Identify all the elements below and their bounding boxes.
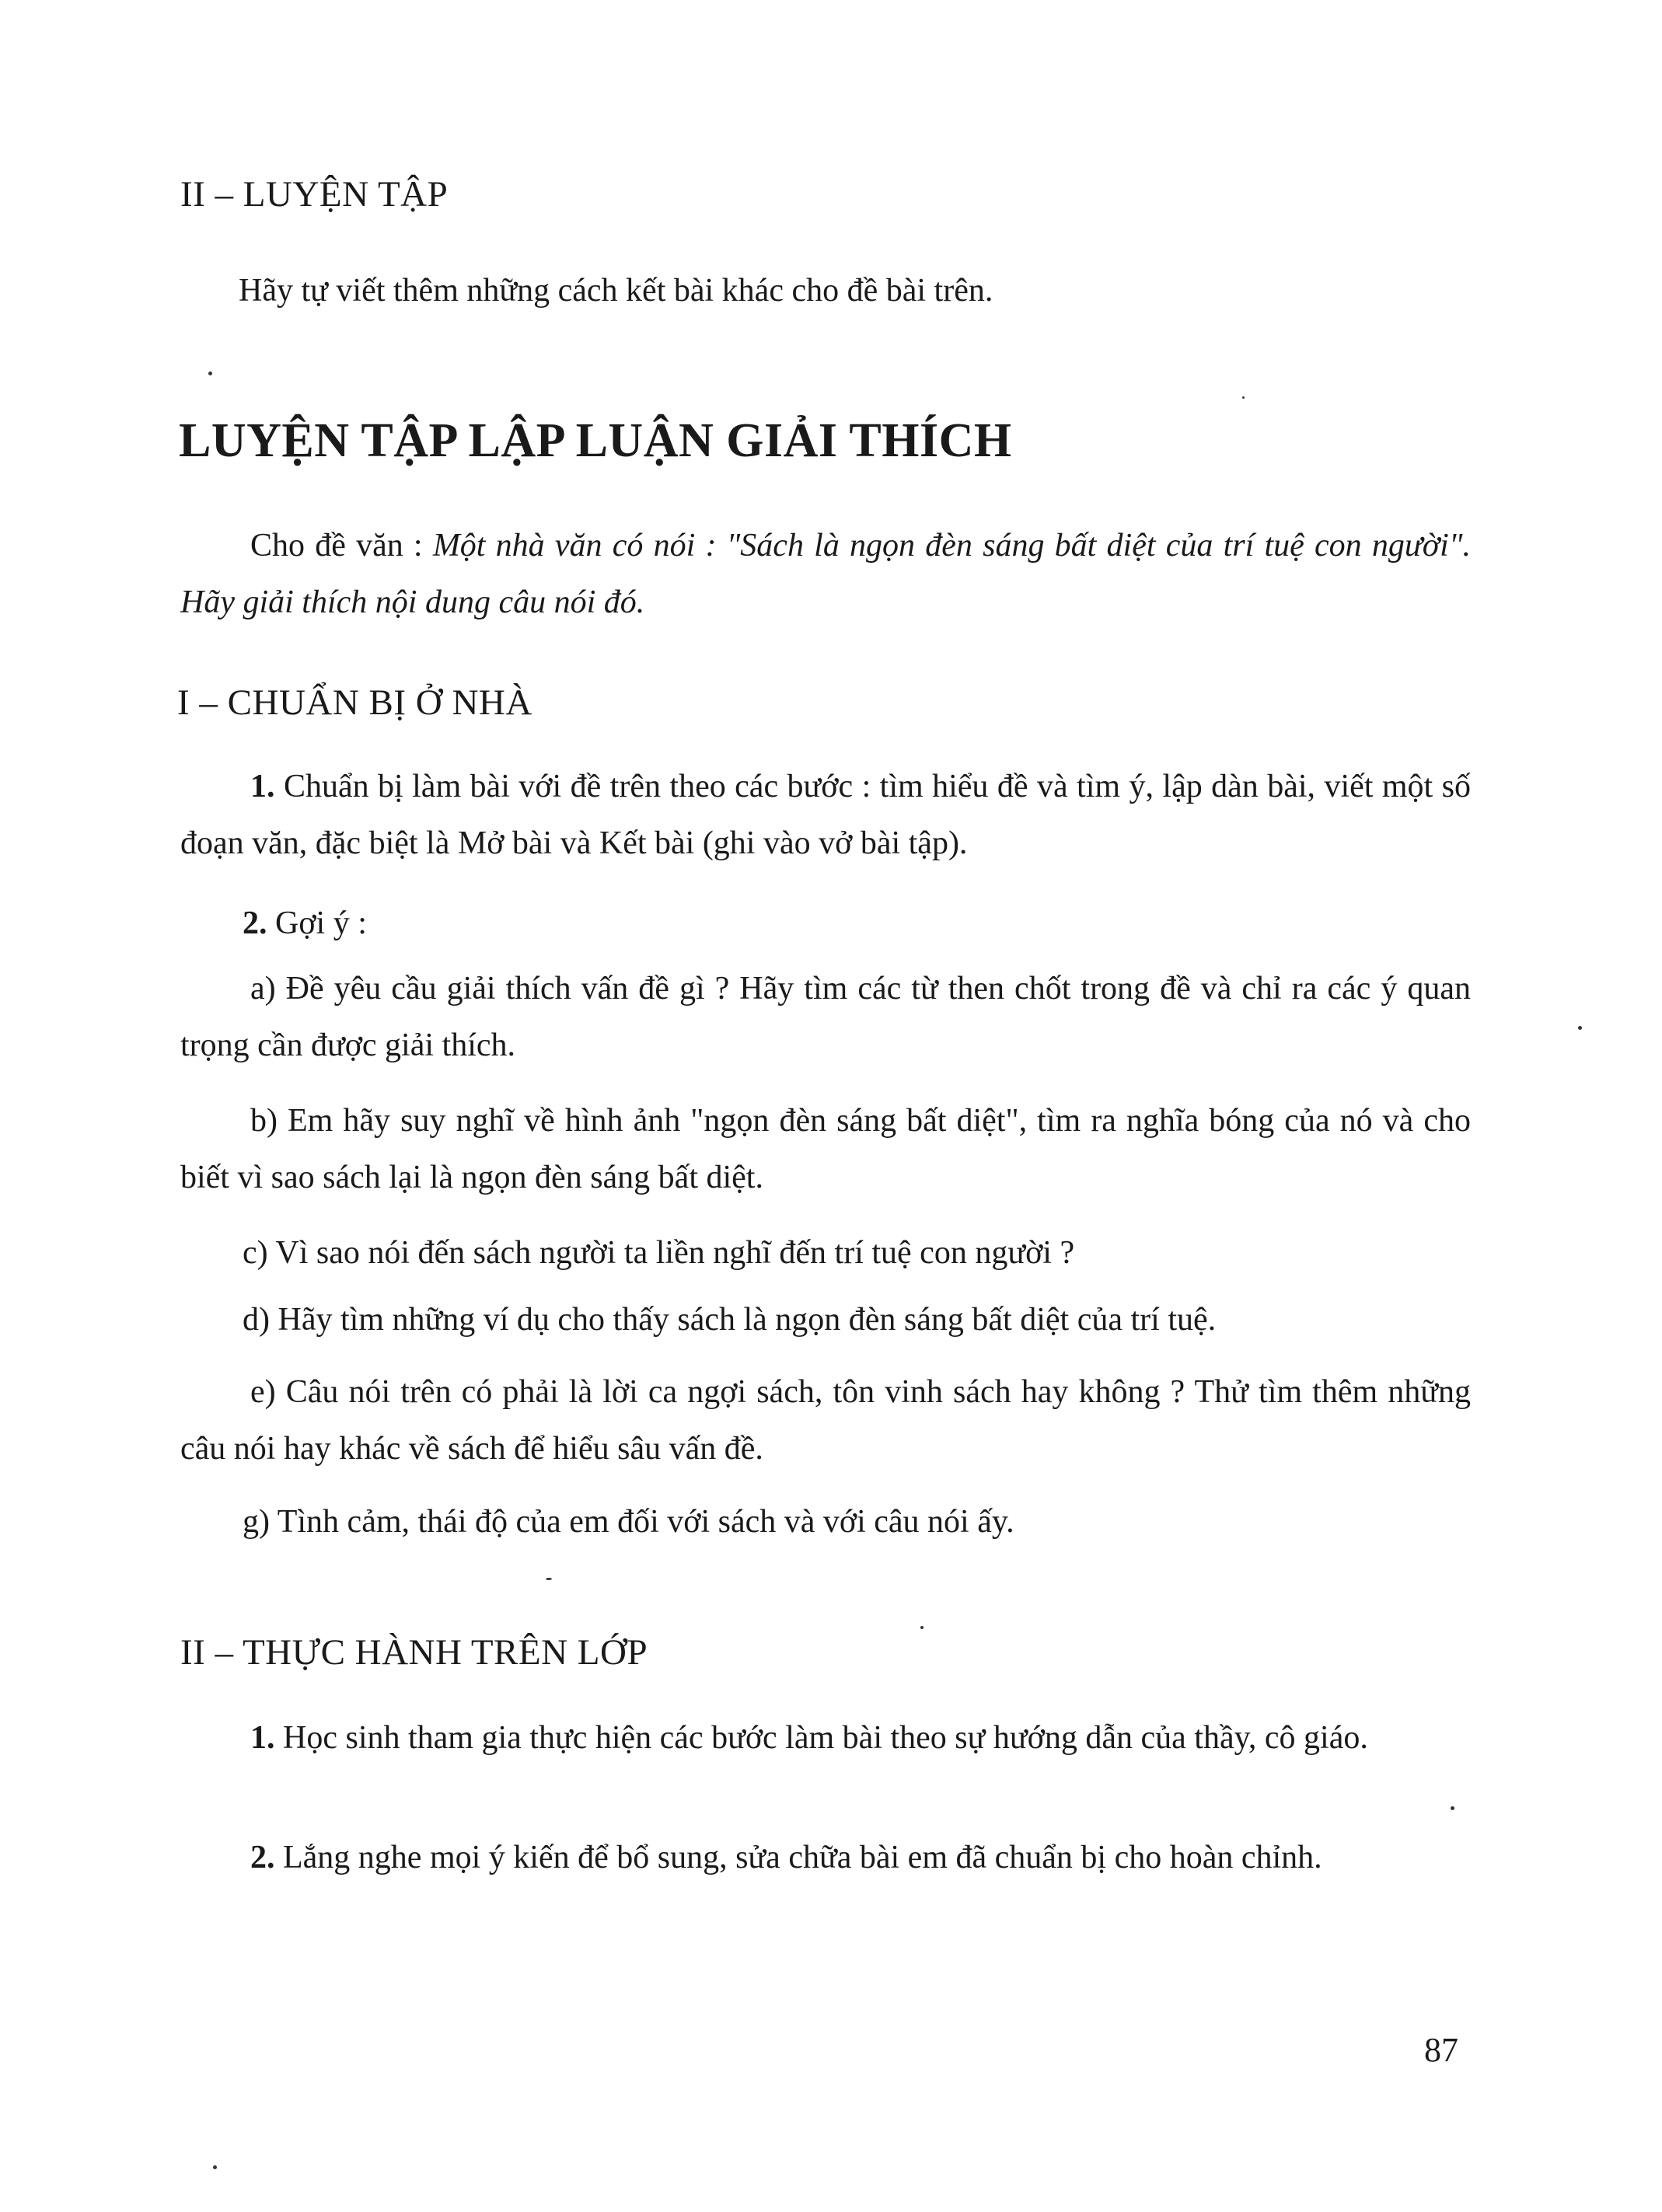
page-number: 87 xyxy=(1424,2031,1458,2069)
class-item-2 xyxy=(180,1830,1471,1886)
hint-d: d) Hãy tìm những ví dụ cho thấy sách là ngọn đèn sáng bất diệt của trí tuệ. xyxy=(243,1302,1217,1338)
class-practice-heading: II – THỰC HÀNH TRÊN LỚP xyxy=(180,1632,648,1673)
class-item-1-text: Học sinh tham gia thực hiện các bước làm bài theo sự hướng dẫn của thầy, cô giáo. xyxy=(283,1720,1368,1756)
hint-g: g) Tình cảm, thái độ của em đối với sách và với câu nói ấy. xyxy=(243,1504,1014,1540)
home-item-1 xyxy=(180,759,1471,872)
scan-speck xyxy=(213,2165,217,2169)
hint-a: a) Đề yêu cầu giải thích vấn đề gì ? Hãy tìm các từ then chốt trong đề và chỉ ra các ý quan trọng cần được giải thích. xyxy=(180,971,1471,1063)
practice-instruction: Hãy tự viết thêm những cách kết bài khác cho đề bài trên. xyxy=(239,273,993,309)
scan-speck xyxy=(920,1626,924,1629)
home-item-1-text: Chuẩn bị làm bài với đề trên theo các bước : tìm hiểu đề và tìm ý, lập dàn bài, viết một số đoạn văn, đặc biệt là Mở bài và Kết bài (ghi vào vở bài tập). xyxy=(180,769,1472,861)
scan-speck xyxy=(546,1578,552,1580)
prompt-quote: Một nhà văn có nói : "Sách là ngọn đèn sáng bất diệt của trí tuệ con người". Hãy giải thích nội dung câu nói đó. xyxy=(180,528,1471,620)
prompt-prefix: Cho đề văn : xyxy=(250,528,433,563)
home-item-1-number: 1. xyxy=(250,769,275,804)
class-item-2-text: Lắng nghe mọi ý kiến để bổ sung, sửa chữa bài em đã chuẩn bị cho hoàn chỉnh. xyxy=(283,1840,1322,1875)
scan-speck xyxy=(1578,1026,1582,1030)
hint-e: e) Câu nói trên có phải là lời ca ngợi sách, tôn vinh sách hay không ? Thử tìm thêm những câu nói hay khác về sách để hiểu sâu vấn đề. xyxy=(180,1374,1471,1467)
hint-b: b) Em hãy suy nghĩ về hình ảnh "ngọn đèn sáng bất diệt", tìm ra nghĩa bóng của nó và cho biết vì sao sách lại là ngọn đèn sáng bất diệt. xyxy=(180,1103,1471,1195)
practice-heading: II – LUYỆN TẬP xyxy=(180,174,449,215)
home-item-2-number: 2. xyxy=(243,905,267,941)
scan-speck xyxy=(1451,1806,1454,1810)
home-prep-heading: I – CHUẨN BỊ Ở NHÀ xyxy=(177,682,532,723)
home-item-2-text: Gợi ý : xyxy=(275,905,367,941)
lesson-title: LUYỆN TẬP LẬP LUẬN GIẢI THÍCH xyxy=(179,414,1012,467)
scan-speck xyxy=(1242,396,1245,399)
home-item-2 xyxy=(243,895,367,952)
hint-c: c) Vì sao nói đến sách người ta liền nghĩ đến trí tuệ con người ? xyxy=(243,1235,1075,1271)
class-item-2-number: 2. xyxy=(250,1840,275,1875)
class-item-1-number: 1. xyxy=(250,1720,275,1756)
scan-speck xyxy=(208,372,212,375)
class-item-1 xyxy=(180,1710,1471,1767)
lesson-prompt xyxy=(180,518,1471,631)
